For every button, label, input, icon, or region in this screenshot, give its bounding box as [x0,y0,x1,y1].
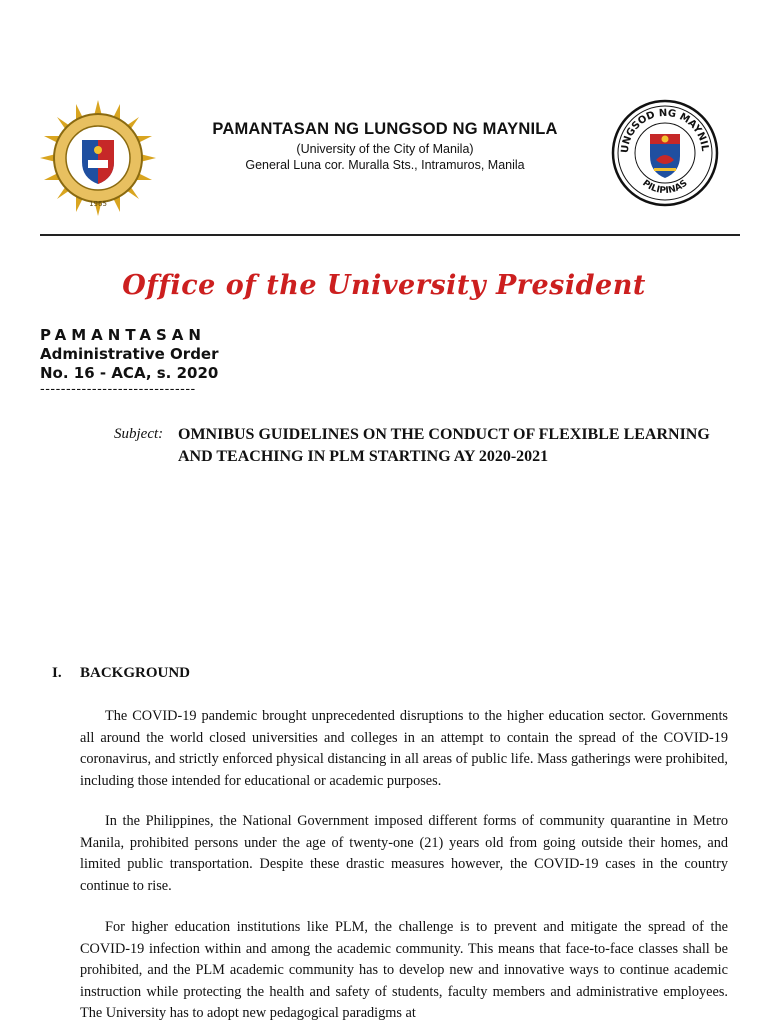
seal-bottom-text: PILIPINAS [640,178,690,197]
order-line-2: Administrative Order [40,345,219,363]
administrative-order-block [40,326,219,397]
manila-city-seal-logo [610,98,720,208]
university-english-name: (University of the City of Manila) [296,142,474,156]
section-title: BACKGROUND [80,665,191,681]
section-number: I. [52,665,62,681]
order-dashes: ------------------------------ [40,382,196,397]
subject-text: OMNIBUS GUIDELINES ON THE CONDUCT OF FLEXIBLE LEARNING AND TEACHING IN PLM STARTING AY 2020-2021 [178,426,710,465]
university-name: PAMANTASAN NG LUNGSOD NG MAYNILA [212,120,558,138]
plm-seal-logo [40,100,156,216]
subject-label: Subject: [114,426,164,442]
university-address: General Luna cor. Muralla Sts., Intramuros, Manila [245,158,525,172]
order-line-1: PAMANTASAN [40,326,206,344]
office-title: Office of the University President [122,270,646,301]
header-divider [40,234,740,236]
seal-year: 1965 [89,200,107,208]
letterhead [200,120,570,172]
seal-top-text: UNGSOD NG MAYNIL [619,107,711,154]
order-number: No. 16 - ACA, s. 2020 [40,364,219,382]
section-heading [52,665,190,682]
paragraph: In the Philippines, the National Government imposed different forms of community quarantine in Metro Manila, prohibited persons under the age of twenty-one (21) years old from going outside their homes, and limited public transportation. Despite these drastic measures however, the COVID-19 cases in the country continue to rise. [80,813,728,894]
paragraph: For higher education institutions like PLM, the challenge is to prevent and mitigate the spread of the COVID-19 infection within and among the academic community. This means that face-to-face classes shall be prohibited, and the PLM academic community has to develop new and innovative ways to continue academic instruction while protecting the health and safety of students, faculty members and administrative employees. The University has to adopt new pedagogical paradigms at [80,919,728,1021]
paragraph: The COVID-19 pandemic brought unprecedented disruptions to the higher education sector. Governments all around the world closed universities and colleges in an attempt to contain the spread of the COVID-19 coronavirus, and strictly enforced physical distancing in all areas of public life. Mass gatherings were prohibited, including those intended for educational or academic purposes. [80,708,728,789]
